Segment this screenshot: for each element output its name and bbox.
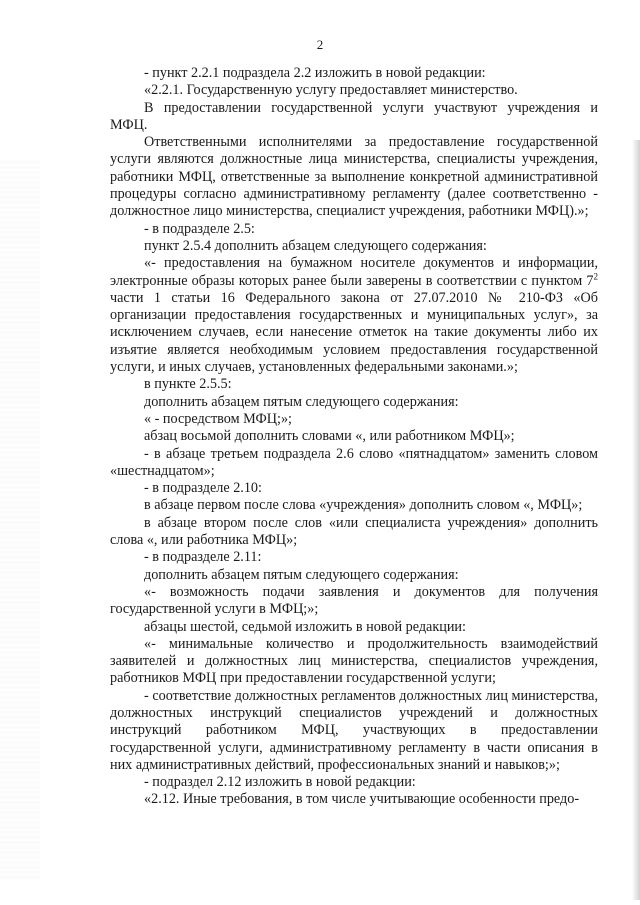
paragraph: - соответствие должностных регламентов должностных лиц министерства, должностных инструкций специалистов учреждений и должностных инструкций работником МФЦ, участвующих в предоставлении государственной услуги, административному регламенту в части описания в них административных действий, профессиональных знаний и навыков;»; bbox=[110, 687, 598, 773]
paragraph: пункт 2.5.4 дополнить абзацем следующего содержания: bbox=[144, 237, 487, 254]
paragraph: Ответственными исполнителями за предоставление государственной услуги являются должностные лица министерства, специалисты учреждения, работники МФЦ, ответственные за выполнение конкретной административной процедуры согласно административному регламенту (далее соответственно - должностное лицо министерства, специалист учреждения, работники МФЦ).»; bbox=[110, 134, 598, 220]
superscript: 2 bbox=[593, 270, 598, 281]
paragraph: в абзаце первом после слова «учреждения» дополнить словом «, МФЦ»; bbox=[144, 497, 583, 514]
paragraph bbox=[110, 255, 598, 376]
paragraph: « - посредством МФЦ;»; bbox=[144, 410, 292, 427]
paragraph: В предоставлении государственной услуги участвуют учреждения и МФЦ. bbox=[110, 99, 598, 133]
paragraph: - в подразделе 2.5: bbox=[144, 220, 255, 237]
paragraph: - пункт 2.2.1 подраздела 2.2 изложить в новой редакции: bbox=[144, 65, 486, 81]
paragraph: абзацы шестой, седьмой изложить в новой редакции: bbox=[144, 618, 466, 635]
paragraph: «2.12. Иные требования, в том числе учитывающие особенности предо- bbox=[144, 791, 580, 808]
page-number: 2 bbox=[316, 37, 324, 52]
paragraph: дополнить абзацем пятым следующего содержания: bbox=[144, 393, 459, 410]
paragraph: в пункте 2.5.5: bbox=[144, 376, 232, 393]
paragraph: «- возможность подачи заявления и документов для получения государственной услуги в МФЦ;»; bbox=[110, 583, 598, 618]
scan-artifact-left bbox=[0, 160, 40, 880]
paragraph-text: части 1 статьи 16 Федерального закона от 27.07.2010 № 210-ФЗ «Об организации предоставления государственных и муниципальных услуг», за исключением случаев, если нанесение отметок на такие документы либо их изъятие является необходимым условием предоставления государственной услуги, и иных случаев, установленных федеральными законами.»; bbox=[110, 289, 598, 376]
paragraph-text: «- предоставления на бумажном носителе документов и информации, электронные образы которых ранее были заверены в соответствии с пунктом 7 bbox=[110, 255, 598, 289]
paragraph: «2.2.1. Государственную услугу предоставляет министерство. bbox=[144, 82, 518, 99]
document-body bbox=[110, 65, 598, 809]
paragraph: - подраздел 2.12 изложить в новой редакции: bbox=[144, 774, 416, 791]
paragraph: - в подразделе 2.10: bbox=[144, 480, 262, 497]
paragraph: - в подразделе 2.11: bbox=[144, 549, 262, 566]
paragraph: дополнить абзацем пятым следующего содержания: bbox=[144, 566, 459, 583]
paragraph: в абзаце втором после слов «или специалиста учреждения» дополнить слова «, или работника МФЦ»; bbox=[110, 514, 598, 549]
paragraph: абзац восьмой дополнить словами «, или работником МФЦ»; bbox=[144, 428, 515, 445]
paragraph: «- минимальные количество и продолжительность взаимодействий заявителей и должностных лиц министерства, специалистов учреждения, работников МФЦ при предоставлении государственной услуги; bbox=[110, 635, 598, 687]
paragraph: - в абзаце третьем подраздела 2.6 слово «пятнадцатом» заменить словом «шестнадцатом»; bbox=[110, 445, 598, 479]
scan-artifact-right bbox=[632, 140, 640, 900]
